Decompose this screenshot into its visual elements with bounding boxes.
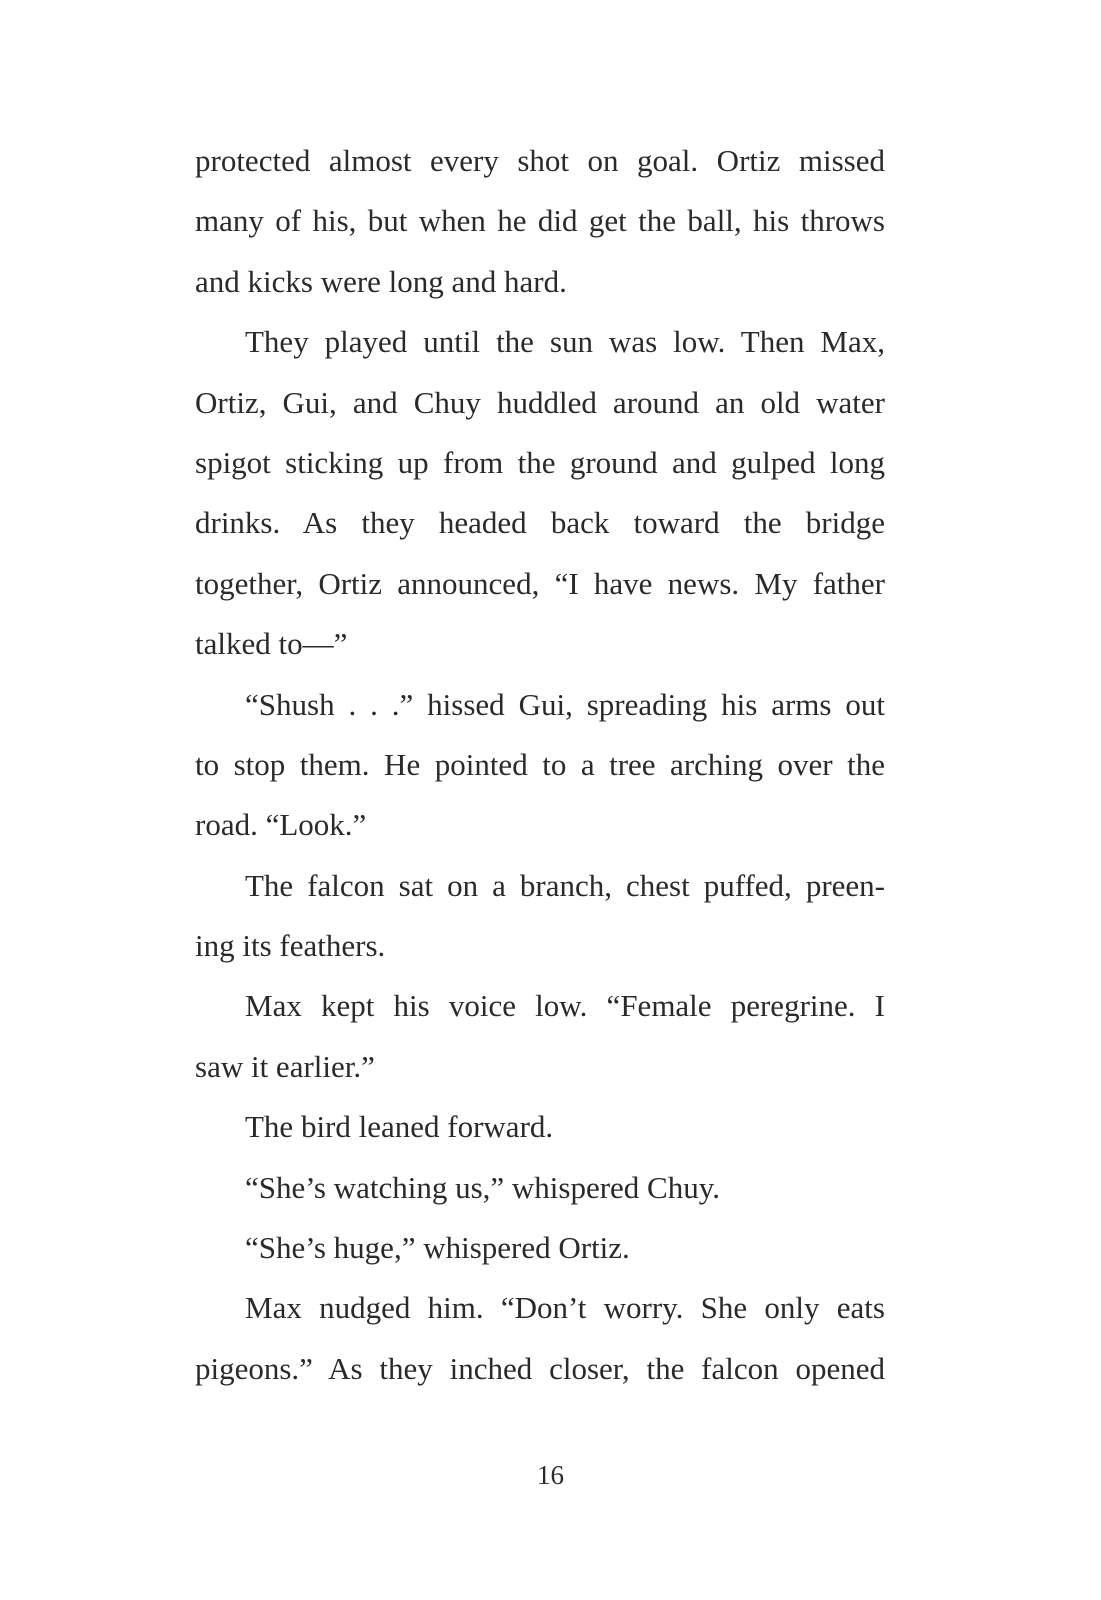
text-line: ing its feathers. (195, 928, 386, 964)
text-line: saw it earlier.” (195, 1048, 375, 1084)
text-line: “She’s huge,” whispered Ortiz. (245, 1230, 630, 1266)
text-line: pigeons.” As they inched closer, the falcon opened (195, 1350, 885, 1386)
text-line: and kicks were long and hard. (195, 263, 567, 299)
body-text (195, 136, 885, 1404)
text-line: Max nudged him. “Don’t worry. She only eats (245, 1290, 885, 1326)
text-line: Max kept his voice low. “Female peregrine. I (245, 988, 885, 1024)
text-line: The falcon sat on a branch, chest puffed, preen- (245, 867, 885, 903)
text-line: “She’s watching us,” whispered Chuy. (245, 1169, 720, 1205)
text-line: Ortiz, Gui, and Chuy huddled around an old water (195, 384, 885, 420)
text-line: drinks. As they headed back toward the bridge (195, 505, 885, 541)
text-line: talked to—” (195, 626, 348, 662)
text-line: many of his, but when he did get the ball, his throws (195, 203, 885, 239)
page-number: 16 (537, 1460, 564, 1490)
text-line: road. “Look.” (195, 807, 367, 843)
text-line: together, Ortiz announced, “I have news. My father (195, 565, 885, 601)
text-line: The bird leaned forward. (245, 1109, 554, 1145)
text-line: to stop them. He pointed to a tree arching over the (195, 746, 885, 782)
text-line: They played until the sun was low. Then Max, (245, 324, 885, 360)
text-line: “Shush . . .” hissed Gui, spreading his arms out (245, 686, 885, 722)
text-line: spigot sticking up from the ground and gulped long (195, 444, 885, 480)
text-line: protected almost every shot on goal. Ortiz missed (195, 143, 885, 178)
